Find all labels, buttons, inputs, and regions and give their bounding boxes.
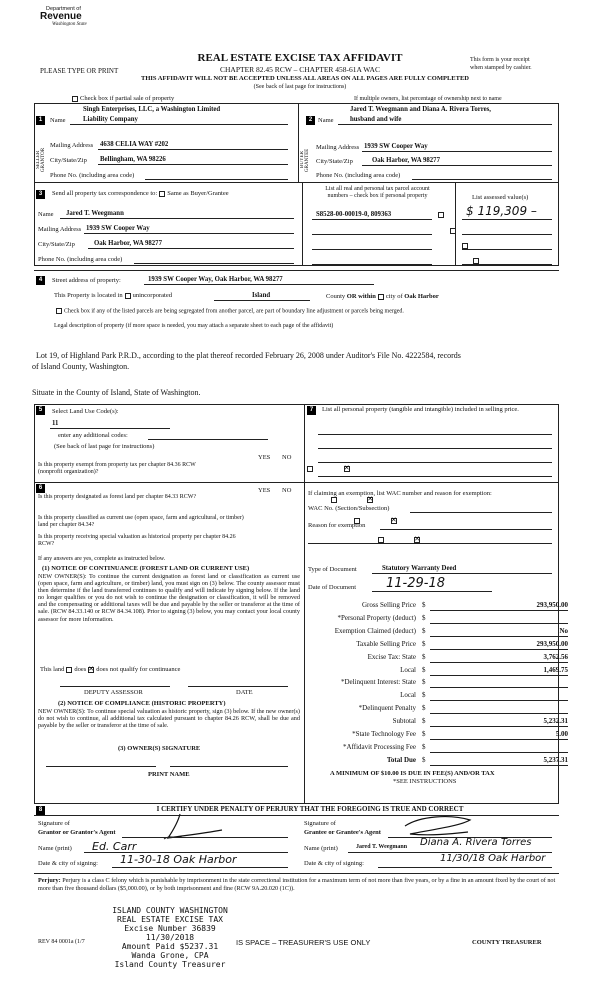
s3-mailing[interactable]: 1939 SW Cooper Way (86, 225, 150, 232)
dollar-sign: $ (422, 652, 426, 661)
seller-city-label: City/State/Zip (50, 157, 87, 164)
s3-phone-label: Phone No. (including area code) (38, 256, 123, 263)
doc-type[interactable]: Statutory Warranty Deed (382, 565, 457, 572)
tax-row-label: Excise Tax: State (367, 652, 416, 661)
exemption-label: If claiming an exemption, list WAC number and reason for exemption: (308, 490, 492, 497)
tax-row-label: *Affidavit Processing Fee (343, 742, 416, 751)
seller-name-line1: Singh Enterprises, LLC, a Washington Limited (83, 106, 221, 113)
stamp-line1: ISLAND COUNTY WASHINGTON (112, 906, 228, 915)
tax-row-value[interactable]: 3,762.56 (543, 652, 568, 661)
s6-yes: YES (258, 487, 271, 494)
treasurer-space: IS SPACE – TREASURER'S USE ONLY (236, 938, 371, 947)
parcel-number[interactable]: S8528-00-00019-0, 809363 (316, 211, 392, 218)
tax-row (318, 678, 568, 689)
city-of-checkbox[interactable] (378, 294, 384, 300)
grantor-name[interactable]: Ed. Carr (92, 840, 137, 853)
send-correspondence: Send all property tax correspondence to: Same as Buyer/Grantee (52, 190, 229, 197)
tax-row-value[interactable]: 293,950.00 (536, 639, 568, 648)
grantee-agent-label: Grantee or Grantee's Agent (304, 829, 381, 836)
notice-1-text: NEW OWNER(S): To continue the current designation as forest land or classification as current use (open space, farm and agriculture, or timber) land, you must sign on (3) below. The county assessor must then determine if the land transferred continues to qualify and will indicate by signing below. If the land no longer qualifies or you do not wish to continue the designation or classification, it will be removed and the compensating or additional taxes will be due and payable by the seller or transferor at the time of sale. (RCW 84.33.140 or RCW 84.34.108). Prior to signing (3) below, you may contact your local county assessor for more information. (38, 573, 300, 623)
legal-line2: of Island County, Washington. (32, 362, 130, 371)
seller-side-label: SELLER GRANTOR (36, 147, 46, 173)
stamp-line7: Island County Treasurer (114, 960, 226, 969)
grantor-date[interactable]: 11-30-18 Oak Harbor (120, 853, 237, 866)
print-name: PRINT NAME (148, 771, 190, 778)
segregated-note: Check box if any of the listed parcels are being segregated from another parcel, are part of boundary line adjustment or parcels being merged. (54, 308, 404, 314)
current-use-question: Is this property classified as current use (open space, farm and agricultural, or timber) land per chapter 84.34? (38, 515, 244, 528)
stamp-line6: Wanda Grone, CPA (131, 951, 209, 960)
stamp-line5: Amount Paid $5237.31 (121, 942, 219, 951)
tax-row (318, 704, 568, 715)
minimum-due: A MINIMUM OF $10.00 IS DUE IN FEE(S) AND/OR TAX (330, 770, 495, 777)
tax-row (318, 756, 568, 767)
if-yes-note: If any answers are yes, complete as instructed below. (38, 556, 166, 562)
s6-no: NO (282, 487, 292, 494)
logo-line1: Department of (46, 6, 81, 12)
additional-codes: enter any additional codes: (58, 432, 128, 439)
tax-row-label: Gross Selling Price (361, 601, 416, 609)
instructions-note: (See back of last page for instructions) (253, 84, 347, 90)
exempt-question: Is this property exempt from property tax per chapter 84.36 RCW (nonprofit organization)? (38, 462, 196, 475)
tax-row (318, 691, 568, 702)
section-6-number: 6 (36, 484, 45, 493)
s3-city[interactable]: Oak Harbor, WA 98277 (94, 240, 162, 247)
historic-question: Is this property receiving special valuation as historical property per chapter 84.26 RCW? (38, 534, 236, 547)
tax-row-value[interactable]: 293,950.00 (536, 601, 568, 609)
tax-row-value[interactable]: 5,237.31 (543, 755, 568, 764)
receipt-note-2: when stamped by cashier. (470, 65, 532, 71)
perjury-text: Perjury is a class C felony which is punishable by imprisonment in the state correctional institution for a maximum term of not more than five years, or by a fine in an amount fixed by the court of not more than five thousand dollars ($5,000.00), or by both imprisonment and fine (RCW 9A.20.020 (1C)). (38, 877, 556, 892)
section-5-number: 5 (36, 406, 45, 415)
reason-label: Reason for exemption (308, 522, 366, 529)
exempt-yes[interactable] (307, 466, 313, 472)
tax-row-value[interactable]: 1,469.75 (543, 665, 568, 674)
buyer-name-line2: husband and wife (350, 116, 402, 123)
tax-row-label: *State Technology Fee (352, 730, 416, 738)
tax-row-label: *Delinquent Penalty (358, 704, 416, 713)
tax-row (318, 743, 568, 754)
dollar-sign: $ (422, 678, 426, 687)
tax-row-value[interactable]: No (559, 626, 568, 635)
partial-sale-checkbox[interactable] (72, 96, 78, 102)
section-3-number: 3 (36, 190, 45, 199)
county-treasurer: COUNTY TREASURER (472, 939, 542, 946)
logo-line3: Washington State (52, 22, 87, 27)
notice-2-text: NEW OWNER(S): To continue special valuation as historic property, sign (3) below. If the new owner(s) do not wish to continue, all additional tax calculated pursuant to chapter 84.26 RCW, shall be due and payable by the seller or transferor at the time of sale. (38, 708, 300, 730)
dollar-sign: $ (422, 755, 426, 764)
street-address[interactable]: 1939 SW Cooper Way, Oak Harbor, WA 98277 (148, 276, 283, 283)
forest-question: Is this property designated as forest land per chapter 84.33 RCW? (38, 494, 197, 500)
dollar-sign: $ (422, 742, 426, 751)
notice-1-title: (1) NOTICE OF CONTINUANCE (FOREST LAND OR CURRENT USE) (42, 565, 250, 572)
does-not-checkbox[interactable] (88, 667, 94, 673)
grantee-name-hand[interactable]: Diana A. Rivera Torres (420, 837, 532, 848)
please-type: PLEASE TYPE OR PRINT (40, 67, 119, 75)
tax-row-label: Taxable Selling Price (356, 639, 416, 648)
tax-row (318, 640, 568, 651)
seller-name-label: Name (50, 117, 66, 124)
forest-yes[interactable] (331, 497, 337, 503)
s3-name-label: Name (38, 211, 54, 218)
grantor-agent-label: Grantor or Grantor's Agent (38, 829, 116, 836)
land-use-label: Select Land Use Code(s): (52, 408, 119, 415)
tax-row (318, 717, 568, 728)
dollar-sign: $ (422, 639, 426, 648)
dollar-sign: $ (422, 704, 426, 713)
unincorporated-checkbox[interactable] (125, 293, 131, 299)
parcel-personal-checkbox-2[interactable] (450, 228, 456, 234)
current-use-no[interactable] (391, 518, 397, 524)
assessed-header: List assessed value(s) (472, 194, 529, 201)
county-name[interactable]: Island (252, 292, 271, 299)
doc-date-label: Date of Document (308, 584, 357, 591)
dollar-sign: $ (422, 691, 426, 700)
assessed-value[interactable]: $ 119,309 – (466, 204, 537, 218)
does-checkbox[interactable] (66, 667, 72, 673)
form-title: REAL ESTATE EXCISE TAX AFFIDAVIT (197, 52, 403, 64)
tax-row-value[interactable]: 5.00 (555, 730, 568, 738)
see-instructions: *SEE INSTRUCTIONS (393, 778, 457, 785)
section-4-number: 4 (36, 276, 45, 285)
tax-row-label: *Personal Property (deduct) (337, 613, 416, 622)
legal-label: Legal description of property (if more space is needed, you may attach a separate sheet to each page of the affidavit) (54, 323, 334, 329)
logo-line2: Revenue (40, 11, 82, 22)
treasurer-stamp (100, 906, 240, 969)
located-in: This Property is located in unincorporated (54, 292, 172, 299)
tax-row (318, 653, 568, 664)
s5-no: NO (282, 454, 292, 461)
buyer-phone-label: Phone No. (including area code) (316, 172, 401, 179)
same-as-buyer-checkbox[interactable] (159, 191, 165, 197)
exempt-no[interactable] (344, 466, 350, 472)
doc-type-label: Type of Document (308, 566, 357, 573)
seller-phone-label: Phone No. (including area code) (50, 172, 135, 179)
assessor-date: DATE (236, 689, 253, 696)
parcel-header (305, 186, 450, 200)
dollar-sign: $ (422, 730, 426, 738)
section-8-number: 8 (36, 806, 45, 815)
seller-mailing[interactable]: 4638 CELIA WAY #202 (100, 141, 169, 148)
grantee-date[interactable]: 11/30/18 Oak Harbor (440, 853, 546, 864)
buyer-side-label: BUYER GRANTEE (300, 148, 310, 172)
stamp-line3: Excise Number 36839 (124, 924, 216, 933)
parcel-personal-checkbox-1[interactable] (438, 212, 444, 218)
tax-row (318, 601, 568, 612)
receipt-note-1: This form is your receipt (470, 57, 530, 63)
tax-row (318, 614, 568, 625)
grantor-name-label: Name (print) (38, 845, 72, 852)
stamp-line4: 11/30/2018 (145, 933, 195, 942)
tax-row-label: Total Due (386, 755, 416, 764)
grantor-sig-label: Signature of (38, 820, 70, 827)
tax-row (318, 666, 568, 677)
rev-number: REV 84 0001a (1/7 (38, 939, 85, 945)
dollar-sign: $ (422, 601, 426, 609)
buyer-city[interactable]: Oak Harbor, WA 98277 (372, 157, 440, 164)
buyer-mailing-label: Mailing Address (316, 144, 360, 151)
dollar-sign: $ (422, 665, 426, 674)
section-1-number: 1 (36, 116, 45, 125)
buyer-name-line1: Jared T. Weegmann and Diana A. Rivera Torres, (350, 106, 491, 113)
chapter: CHAPTER 82.45 RCW – CHAPTER 458-61A WAC (220, 65, 380, 74)
tax-row-label: Exemption Claimed (deduct) (334, 626, 416, 635)
situate: Situate in the County of Island, State of Washington. (32, 388, 201, 397)
tax-row (318, 730, 568, 741)
forest-no[interactable] (367, 497, 373, 503)
section-2-number: 2 (306, 116, 315, 125)
partial-sale: Check box if partial sale of property (70, 95, 174, 102)
stamp-line2: REAL ESTATE EXCISE TAX (117, 915, 223, 924)
tax-row-label: Subtotal (392, 717, 416, 726)
deputy-assessor: DEPUTY ASSESSOR (84, 689, 143, 696)
certify: I CERTIFY UNDER PENALTY OF PERJURY THAT THE FOREGOING IS TRUE AND CORRECT (156, 805, 464, 813)
multiple-owners-note: If multiple owners, list percentage of ownership next to name (354, 96, 502, 102)
tax-row-label: Local (400, 665, 416, 674)
county-or-within: County OR within city of Oak Harbor (326, 293, 439, 300)
seller-name-line2: Liability Company (83, 116, 138, 123)
see-back: (See back of last page for instructions) (54, 443, 155, 450)
grantee-sig-label: Signature of (304, 820, 336, 827)
tax-row-label: *Delinquent Interest: State (340, 678, 416, 687)
grantor-date-label: Date & city of signing: (38, 860, 98, 867)
owner-signature: (3) OWNER(S) SIGNATURE (118, 745, 201, 752)
segregated-checkbox[interactable] (56, 308, 62, 314)
dollar-sign: $ (422, 717, 426, 726)
tax-row-value[interactable]: 5,232.31 (543, 717, 568, 726)
grantee-name-typed[interactable]: Jared T. Weegmann (356, 844, 408, 850)
wac-label: WAC No. (Section/Subsection) (308, 505, 390, 512)
warning: THIS AFFIDAVIT WILL NOT BE ACCEPTED UNLESS ALL AREAS ON ALL PAGES ARE FULLY COMPLETED (141, 75, 469, 82)
land-use-code[interactable]: 11 (52, 420, 59, 427)
s3-name[interactable]: Jared T. Weegmann (66, 210, 124, 217)
land-does: This land does✕ does not qualify for continuance (40, 666, 180, 673)
parcel-header-1: List all real and personal tax parcel account (325, 186, 430, 192)
grantee-date-label: Date & city of signing: (304, 860, 364, 867)
perjury-statement (38, 877, 556, 892)
buyer-city-label: City/State/Zip (316, 158, 353, 165)
seller-mailing-label: Mailing Address (50, 142, 94, 149)
s5-yes: YES (258, 454, 271, 461)
personal-property-label: List all personal property (tangible and intangible) included in selling price. (322, 406, 519, 413)
s3-city-label: City/State/Zip (38, 241, 75, 248)
tax-row-label: Local (400, 691, 416, 700)
dor-logo (40, 6, 100, 27)
perjury-label: Perjury: (38, 877, 61, 884)
legal-line1: Lot 19, of Highland Park P.R.D., according to the plat thereof recorded February 26, 2008 under Auditor's File No. 4222584, records (36, 351, 461, 360)
s3-mailing-label: Mailing Address (38, 226, 82, 233)
dollar-sign: $ (422, 626, 426, 635)
section-7-number: 7 (307, 406, 316, 415)
seller-city[interactable]: Bellingham, WA 98226 (100, 156, 166, 163)
buyer-mailing[interactable]: 1939 SW Cooper Way (364, 143, 428, 150)
grantee-name-label: Name (print) (304, 845, 338, 852)
dollar-sign: $ (422, 613, 426, 622)
tax-row (318, 627, 568, 638)
parcel-header-2: numbers – check box if personal property (327, 193, 428, 199)
notice-2-title: (2) NOTICE OF COMPLIANCE (HISTORIC PROPERTY) (58, 700, 226, 707)
street-label: Street address of property: (52, 277, 121, 284)
doc-date[interactable]: 11-29-18 (386, 576, 446, 591)
buyer-name-label: Name (318, 117, 334, 124)
